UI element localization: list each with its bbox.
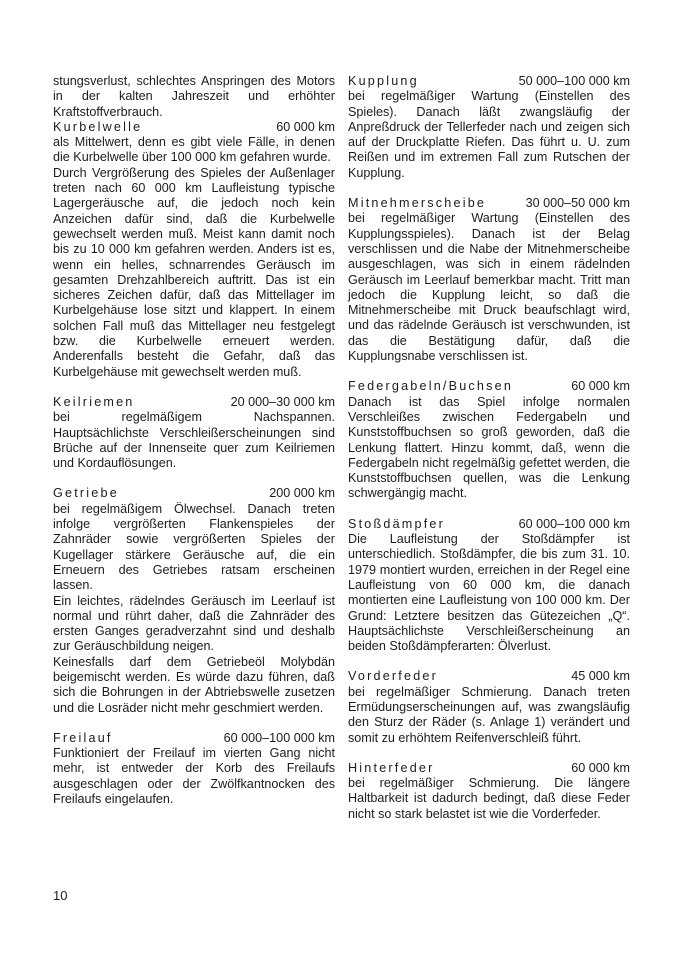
section-paragraph: Durch Vergrößerung des Spieles der Außenlager treten nach 60 000 km Laufleistung typische Lagergeräusche auf, die jedoch noch kein Anzeichen dafür sind, daß die Kurbelwelle gewechselt werden muß. Meist kann damit noch bis zu 10 000 km gefahren werden. Anders ist es, wenn ein helles, schnarrendes Geräusch im gesamten Drehzahlbereich auftritt. Das ist ein sicheres Zeichen dafür, daß das Mittellager im Kurbelgehäuse lose sitzt und klappert. In einem solchen Fall muß das Mittellager neu festgelegt bzw. die Kurbelwelle erneuert werden. Anderenfalls besteht die Gefahr, daß das Kurbelgehäuse mit gewechselt werden muß. [53, 165, 335, 379]
section-heading [348, 196, 630, 211]
section-paragraph: Die Laufleistung der Stoßdämpfer ist unterschiedlich. Stoßdämpfer, die bis zum 31. 10. 1979 montiert wurden, erreichen in der Regel eine Laufleistung von 60 000 km, die danach montierten eine Laufleistung von 100 000 km. Der Grund: Letztere besitzen das Gütezeichen „Q“. Hauptsächlichste Verschleißerscheinung an beiden Stoßdämpferarten: Ölverlust. [348, 532, 630, 654]
section-mileage: 200 000 km [269, 486, 335, 501]
section-term: Stoßdämpfer [348, 516, 445, 531]
section-heading [348, 669, 630, 684]
section-heading [348, 74, 630, 89]
section-vorderfeder [348, 669, 630, 745]
right-column [348, 74, 630, 837]
section-paragraph: als Mittelwert, denn es gibt viele Fälle, in denen die Kurbelwelle über 100 000 km gefahren wurde. [53, 135, 335, 165]
section-paragraph: Keinesfalls darf dem Getriebeöl Molybdän beigemischt werden. Es würde dazu führen, daß sich die Bohrungen in der Abtriebswelle zusetzen und die Losräder nicht mehr geschmiert werden. [53, 654, 335, 715]
section-mileage: 45 000 km [571, 669, 630, 684]
section-term: Keilriemen [53, 394, 135, 409]
section-term: Federgabeln/Buchsen [348, 379, 514, 394]
section-mileage: 60 000 km [276, 119, 335, 134]
section-heading [53, 120, 335, 135]
section-term: Getriebe [53, 486, 119, 501]
section-getriebe [53, 486, 335, 715]
section-kupplung [348, 74, 630, 181]
left-column [53, 74, 335, 822]
section-mileage: 50 000–100 000 km [518, 74, 630, 88]
section-paragraph: Ein leichtes, rädelndes Geräusch im Leerlauf ist normal und rührt daher, daß die Zahnräder des ersten Ganges geradverzahnt sind und deshalb zur Geräuschbildung neigen. [53, 593, 335, 654]
section-term: Kurbelwelle [53, 119, 143, 134]
section-term: Kupplung [348, 74, 419, 88]
section-paragraph: Funktioniert der Freilauf im vierten Gang nicht mehr, ist entweder der Korb des Freilaufs ausgeschlagen oder der Zwölfkantnocken des Freilaufs eingelaufen. [53, 746, 335, 807]
section-paragraph: bei regelmäßiger Schmierung. Die längere Haltbarkeit ist dadurch bedingt, daß diese Feder nicht so stark belastet ist wie die Vorderfeder. [348, 776, 630, 821]
section-freilauf [53, 731, 335, 807]
section-heading [53, 486, 335, 501]
section-paragraph: bei regelmäßiger Wartung (Einstellen des Kupplungsspieles). Danach ist der Belag verschlissen und die Nabe der Mitnehmerscheibe ausgeschlagen, was sich in einem rädelnden Geräusch im Leerlauf bemerkbar macht. Tritt man jedoch die Kupplung leicht, so daß die Mitnehmerscheibe mit Druck beaufschlagt wird, und das rädelnde Geräusch ist verschwunden, ist das die Bestätigung dafür, daß die Kupplungsnabe verschlissen ist. [348, 211, 630, 364]
section-paragraph: bei regelmäßigem Nachspannen. Hauptsächlichste Verschleißerscheinungen sind Brüche auf der Innenseite quer zum Keilriemen und Kordauflösungen. [53, 410, 335, 471]
section-term: Vorderfeder [348, 669, 439, 684]
section-heading [348, 517, 630, 532]
section-mileage: 60 000–100 000 km [518, 516, 630, 531]
section-heading [53, 395, 335, 410]
section-keilriemen [53, 395, 335, 471]
section-heading [53, 731, 335, 746]
section-term: Freilauf [53, 730, 113, 745]
section-heading [348, 379, 630, 394]
section-mileage: 20 000–30 000 km [230, 394, 335, 409]
section-heading [348, 761, 630, 776]
section-mileage: 60 000 km [571, 379, 630, 394]
section-federgabeln-buchsen [348, 379, 630, 501]
page-number: 10 [53, 888, 68, 903]
section-mileage: 60 000 km [571, 760, 630, 775]
section-stossdaempfer [348, 517, 630, 655]
section-paragraph: bei regelmäßigem Ölwechsel. Danach treten infolge vergrößerten Flankenspieles der Zahnräder sowie vergrößerten Spieles der Kugellager stärkere Geräusche auf, die ein Erneuern des Getriebes ratsam erscheinen lassen. [53, 501, 335, 593]
section-paragraph: bei regelmäßiger Wartung (Einstellen des Spieles). Danach läßt zwangsläufig der Anpreßdruck der Tellerfeder nach und zeigen sich auf der Druckplatte Riefen. Das führt u. U. zum Reißen und im extremen Fall zum Rutschen der Kupplung. [348, 89, 630, 180]
section-mileage: 60 000–100 000 km [223, 730, 335, 745]
section-hinterfeder [348, 761, 630, 822]
section-kurbelwelle [53, 120, 335, 380]
lead-paragraph: stungsverlust, schlechtes Anspringen des Motors in der kalten Jahreszeit und erhöhter Kraftstoffverbrauch. [53, 74, 335, 119]
section-term: Hinterfeder [348, 760, 435, 775]
section-term: Mitnehmerscheibe [348, 196, 487, 211]
section-paragraph: bei regelmäßiger Schmierung. Danach treten Ermüdungserscheinungen auf, was zwangsläufig den Sturz der Räder (s. Anlage 1) verändert und somit zu erhöhtem Reifenverschleiß führt. [348, 684, 630, 745]
section-mileage: 30 000–50 000 km [525, 196, 630, 211]
section-paragraph: Danach ist das Spiel infolge normalen Verschleißes zwischen Federgabeln und Kunststoffbuchsen so groß geworden, daß die Lenkung flattert. Hinzu kommt, daß, wenn die Federgabeln nicht regelmäßig gefettet werden, die Kunststoffbuchsen quellen, was die Lenkung schwergängig macht. [348, 394, 630, 501]
section-mitnehmerscheibe [348, 196, 630, 364]
